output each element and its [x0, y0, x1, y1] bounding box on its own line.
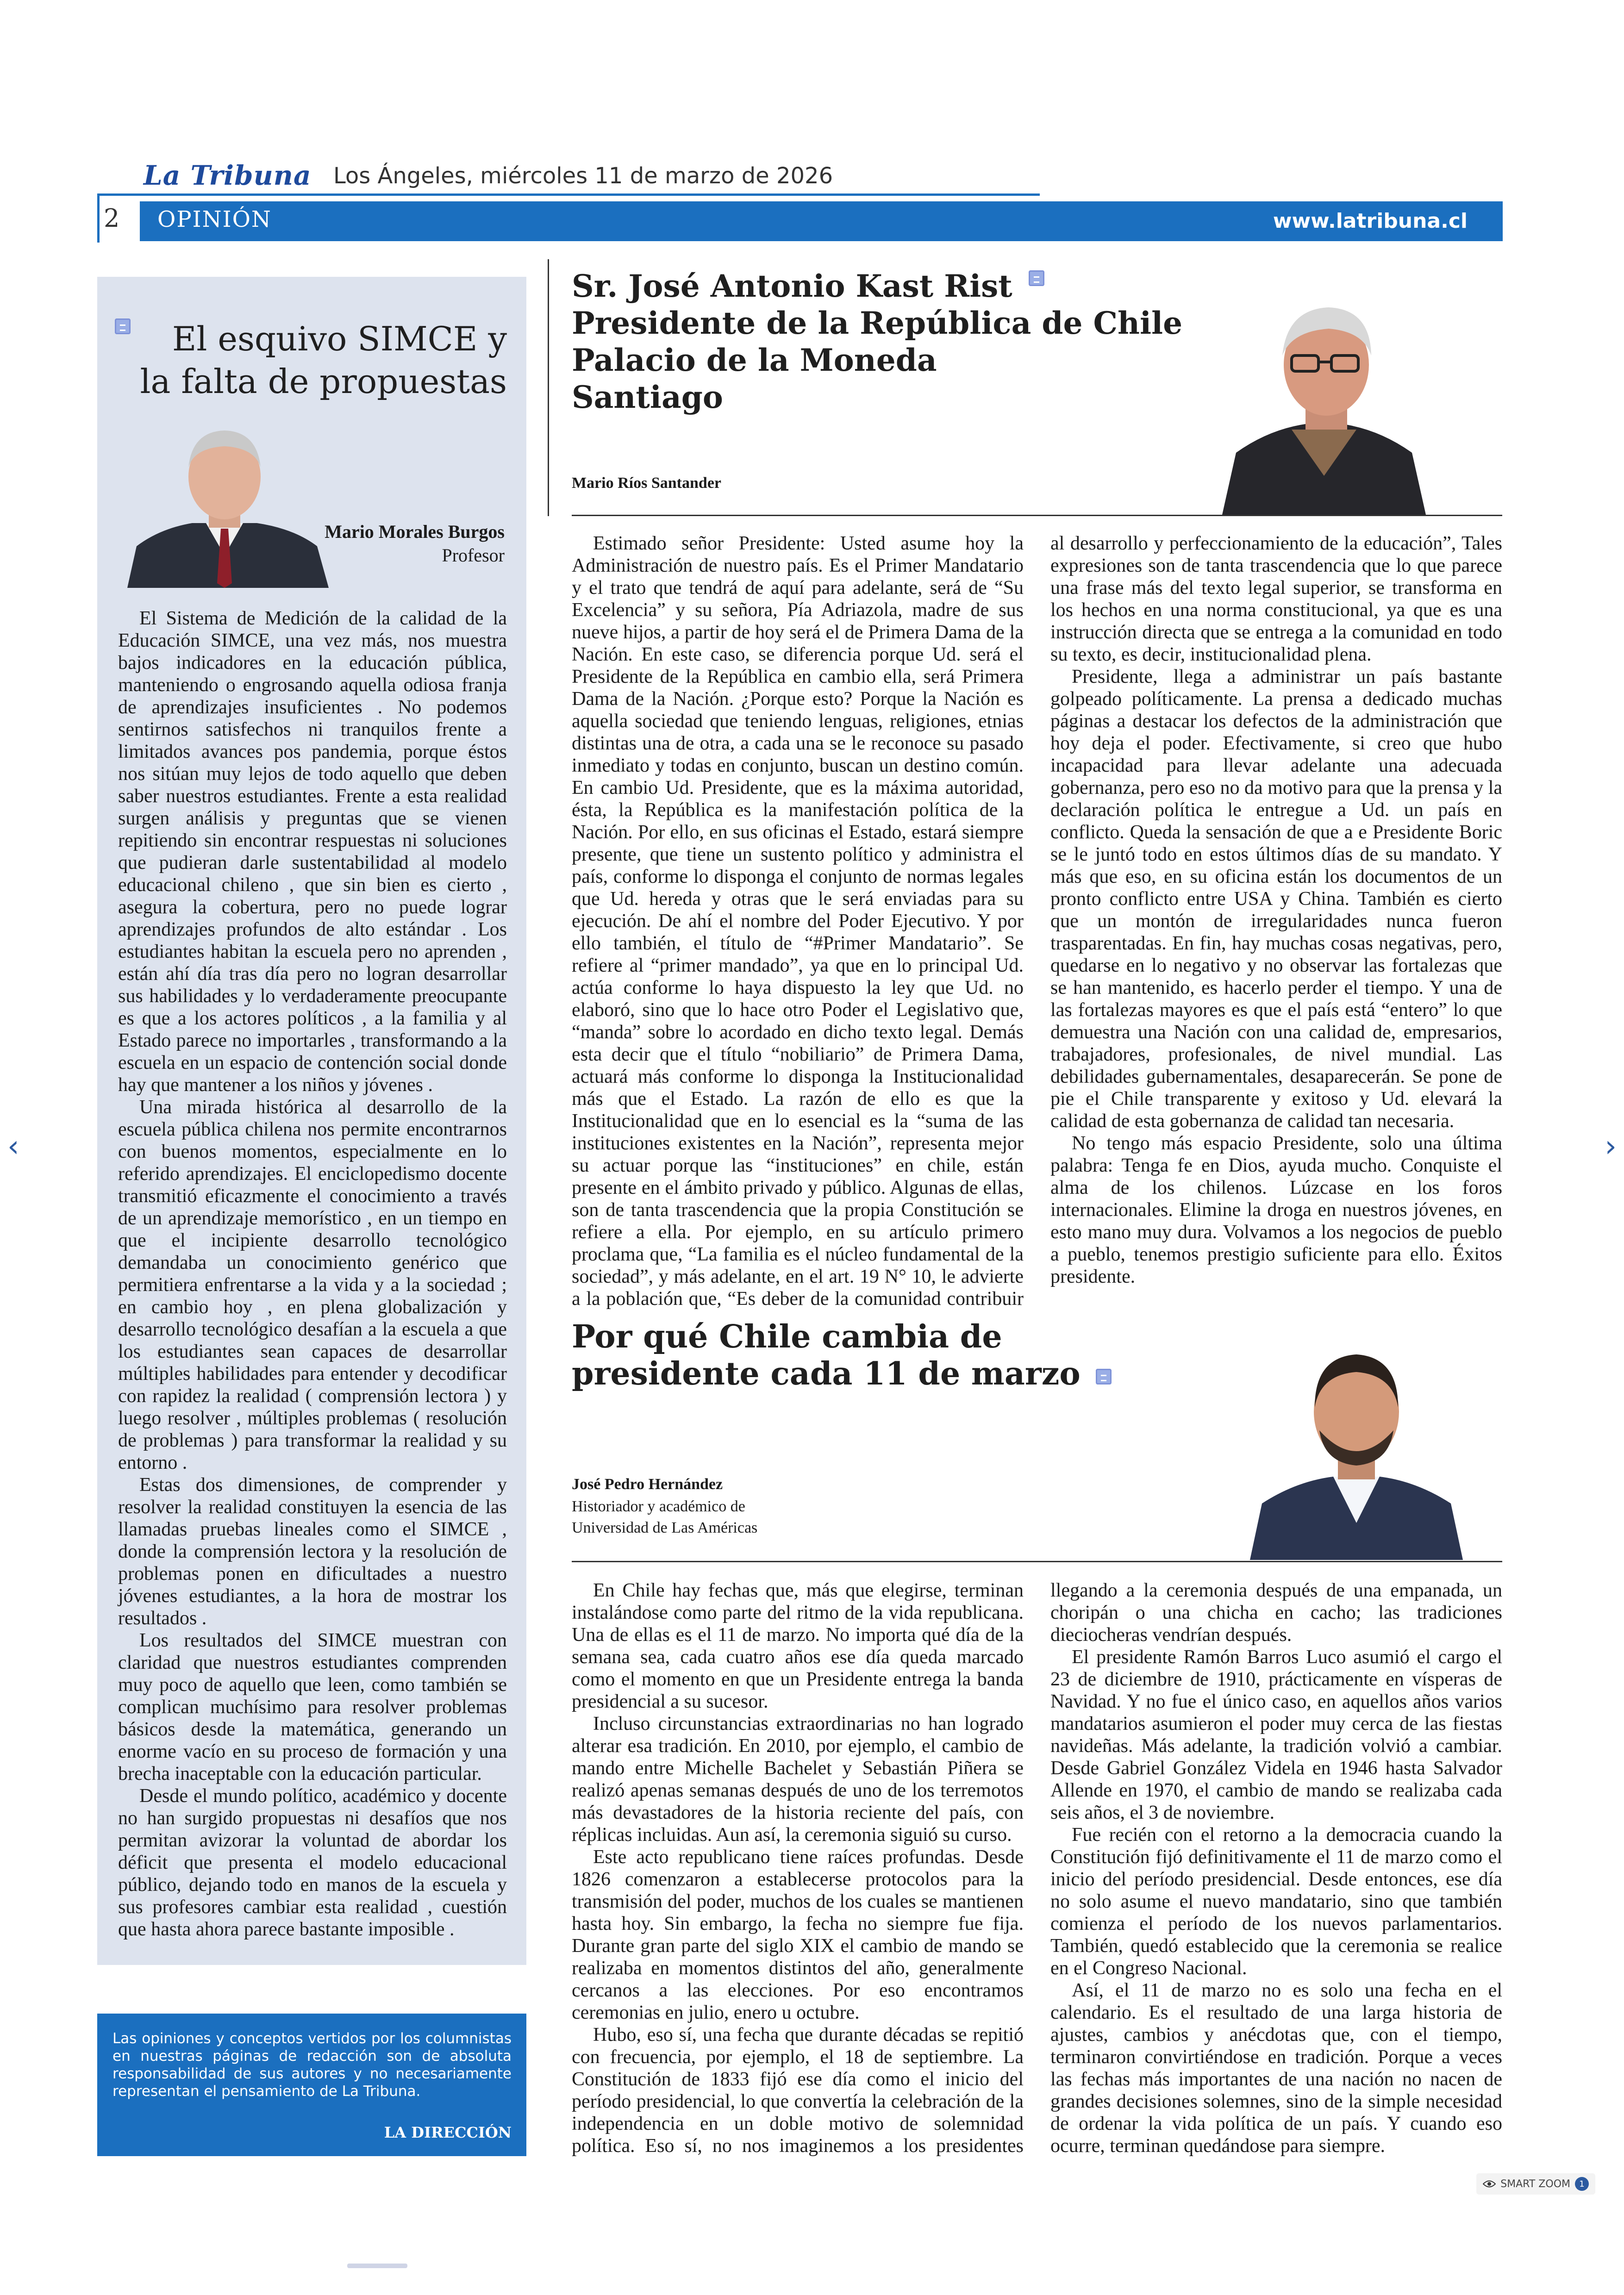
paragraph: Estas dos dimensiones, de comprender y resolver la realidad constituyen la esencia de las llamadas pruebas lineales como el SIMCE , donde la comprensión lectora y la resolución de problemas ponen en dificultades a nuestro jóvenes estudiantes, a la hora de mostrar los resultados .: [118, 1474, 507, 1629]
left-article-title: El esquivo SIMCE y la falta de propuestas: [140, 319, 507, 401]
author-photo-mario-rios: [1222, 277, 1426, 515]
paragraph: Incluso circunstancias extraordinarias no han logrado alterar esa tradición. En 2010, por ejemplo, el cambio de mando entre Michelle Bachelet y Sebastián Piñera se realizó apenas semanas después de uno de los terremotos más devastadores de la historia reciente del país, con réplicas incluidas. Aun así, la ceremonia siguió su curso.: [572, 1713, 1024, 1846]
page-scroll-thumb[interactable]: [347, 2264, 407, 2268]
paragraph: En Chile hay fechas que, más que elegirse, terminan instalándose como parte del ritmo de la vida republicana. Una de ellas es el 11 de marzo. No importa qué día de la semana sea, cada cuatro años ese día queda marcado como el momento en que un Presidente entrega la banda presidencial a su sucesor.: [572, 1580, 1024, 1712]
website-link[interactable]: www.latribuna.cl: [1273, 209, 1468, 233]
second-article-author: José Pedro Hernández: [572, 1476, 723, 1493]
paragraph: Este acto republicano tiene raíces profundas. Desde 1826 comenzaron a establecerse protocolos para la transmisión del poder, muchos de los cuales se mantienen hasta hoy. Sin embargo, la fecha no siempre fue fija. Durante gran parte del siglo XIX el cambio de mando se realizaba en momentos distintos del año, generalmente cercanos a las elecciones. Por eso encontramos ceremonias en julio, enero u octubre.: [572, 1846, 1024, 2023]
second-article-author-role: Historiador y académico de: [572, 1498, 745, 1515]
paragraph: Desde el mundo político, académico y docente no han surgido propuestas ni desafíos que nos permitan avizorar la voluntad de abordar los déficit que presenta el modelo educacional público, dejando todo en manos de la escuela y sus profesores cambiar esta realidad , cuestión que hasta ahora parece bastante imposible .: [118, 1785, 507, 1940]
paragraph: Estimado señor Presidente: Usted asume hoy la Administración de nuestro país. Es el Primer Mandatario y el trato que tendrá de aquí para adelante, será de “Su Excelencia” y su señora, Pía Adriazola, madre de sus nueve hijos, a partir de hoy será el de Primera Dama de la Nación. En este caso, se diferencia porque Ud. será el Presidente de la República en cambio ella, será Primera Dama de la Nación. ¿Porque esto? Porque la Nación es aquella sociedad que teniendo lenguas, religiones, etnias distintas una de otra, a cada una se le reconoce su pasado inmediato y todas en conjunto, buscan un destino común. En cambio Ud. Presidente, que es la máxima autoridad, ésta, la República es la manifestación política de la Nación. Por ello, en sus oficinas el Estado, estará siempre presente, que tiene un sustento político y administra el país, conforme lo disponga el conjunto de normas legales que Ud. hereda y otras que le será enviadas para su ejecución. De ahí el nombre del Poder Ejecutivo. Y por ello también, el título de “#Primer Mandatario”. Se refiere al “primer mandado”, ya que en lo principal Ud. actúa conforme lo haya dispuesto la ley que Ud. no elaboró, sino que lo hace otro Poder el Legislativo que, “manda” sobre lo acordado en dicho texto legal. Demás esta decir que el título “nobiliario” de Primera Dama, actuará más conforme lo disponga la Institucionalidad más que el Estado. La razón de ello es que la Institucionalidad que en lo esencial es la “suma de las instituciones existentes en la Nación”, representa mejor su actuar porque las “instituciones” en chile, están presente en el ámbito privado y público. Algunas de ellas, son de tanta trascendencia que la propia Constitución se refiere a ella. Por ejemplo, en su artículo primero proclama que, “La familia es el núcleo fundamental de la sociedad”, y más adelante, en el art. 19 N° 10, le advierte a la población que, “Es deber de la comunidad contribuir al desarrollo y perfeccionamiento de la educación”, Tales expresiones son de tanta trascendencia que lo que parece una frase más del texto legal superior, se transforma en los hechos en una norma constitucional, ya que es una instrucción directa que se entrega a la comunidad en todo su texto, es decir, institucionalidad plena.: [572, 533, 1502, 1310]
letter-title-line: Sr. José Antonio Kast Rist: [572, 268, 1220, 305]
letter-article-title: [572, 268, 1220, 416]
header-rule: [97, 193, 1040, 196]
paragraph: Así, el 11 de marzo no es solo una fecha en el calendario. Es el resultado de una larga historia de ajustes, cambios y anécdotas que, con el tiempo, terminaron convirtiéndose en tradición. Porque a veces las fechas más importantes de una nación no nacen de grandes decisiones solemnes, sino de la simple necesidad de ordenar la vida política de un país. Y cuando eso ocurre, terminan quedándose para siempre.: [1050, 1980, 1502, 2157]
left-article-author-role: Profesor: [442, 545, 505, 566]
smart-zoom-button[interactable]: [1476, 2173, 1595, 2195]
paragraph: Los resultados del SIMCE muestran con claridad que nuestros estudiantes comprenden muy poco de aquello que leen, como también se complican muchísimo para resolver problemas básicos desde la matemática, generando un enorme vacío en su proceso de formación y una brecha inaceptable con la educación particular.: [118, 1630, 507, 1784]
left-article-body: [118, 607, 507, 1940]
masthead-logo[interactable]: La Tribuna: [144, 160, 312, 191]
paragraph: El presidente Ramón Barros Luco asumió el cargo el 23 de diciembre de 1910, prácticamente en vísperas de Navidad. Y no fue el único caso, en aquellos años varios mandatarios asumieron el poder muy cerca de las fiestas navideñas. Más adelante, la tradición volvió a cambiar. Desde Gabriel González Videla en 1946 hasta Salvador Allende en 1970, el cambio de mando se realizaba cada seis años, el 3 de noviembre.: [1050, 1646, 1502, 1823]
header-rule-vertical: [97, 193, 100, 243]
second-article-title: Por qué Chile cambia de presidente cada 11 de marzo: [572, 1318, 1187, 1392]
prev-page-arrow-icon[interactable]: ‹: [7, 1129, 19, 1164]
left-article-author: Mario Morales Burgos: [325, 521, 505, 542]
editorial-disclaimer-signature: LA DIRECCIÓN: [384, 2124, 512, 2141]
article-tag-icon[interactable]: [1096, 1369, 1112, 1384]
letter-title-line: Palacio de la Moneda: [572, 342, 937, 378]
letter-article-body: [572, 532, 1502, 1310]
smart-zoom-badge: 1: [1575, 2177, 1589, 2191]
next-page-arrow-icon[interactable]: ›: [1605, 1129, 1617, 1164]
letter-title-line: Santiago: [572, 379, 723, 415]
paragraph: Hubo, eso sí, una fecha que durante décadas se repitió con frecuencia, por ejemplo, el 18 de septiembre. La Constitución de 1833 fijó ese día como el inicio del período presidencial, lo que convertía la celebración de la independencia en un doble motivo de solemnidad política. Eso sí, no nos imaginemos a los presidentes llegando a la ceremonia después de una empanada, un choripán o una chicha en cacho; las tradiciones dieciocheras vendrían después.: [572, 1580, 1502, 2157]
section-label: OPINIÓN: [157, 206, 272, 232]
article-tag-icon[interactable]: [115, 318, 131, 334]
paragraph: Presidente, llega a administrar un país bastante golpeado políticamente. La prensa a dedicado muchas páginas a destacar los defectos de la administración que hoy deja el poder. Efectivamente, si creo que hubo incapacidad para llevar adelante una adecuada gobernanza, pero eso no da motivo para que la prensa y la declaración política le entregue a Ud. un país en conflicto. Queda la sensación de que a e Presidente Boric se le juntó todo en estos últimos días de su mandato. Y más que eso, en su oficina están los documentos de un pronto conflicto entre USA y China. También es cierto que un montón de irregularidades nunca fueron trasparentadas. En fin, hay muchas cosas negativas, pero, quedarse en lo negativo y no observar las fortalezas que se han mantenido, es hacerlo perder el tiempo. Y una de las fortalezas mayores es que el país está “entero” lo que demuestra una Nación con una calidad de, empresarios, trabajadores, profesionales, de nivel mundial. Las debilidades gubernamentales, desaparecerán. Se pone de pie el Chile transparente y exitoso y Ud. elevará la calidad de esta gobernanza de calidad tan necesaria.: [1050, 666, 1502, 1132]
editorial-disclaimer-text: Las opiniones y conceptos vertidos por los columnistas en nuestras páginas de redacción son de absoluta responsabilidad de sus autores y no necesariamente representan el pensamiento de La Tribuna.: [112, 2030, 512, 2100]
paragraph: Fue recién con el retorno a la democracia cuando la Constitución fijó definitivamente el 11 de marzo como el inicio del período presidencial. Desde entonces, ese día no solo asume el nuevo mandatario, sino que también comienza el período de los nuevos parlamentarios. También, quedó establecido que la ceremonia se realice en el Congreso Nacional.: [1050, 1824, 1502, 1979]
paragraph: Una mirada histórica al desarrollo de la escuela pública chilena nos permite encontrarnos con buenos momentos, especialmente en lo referido aprendizajes. El enciclopedismo docente transmitió eficazmente el conocimiento a través de un aprendizaje memorístico , en un tiempo en que el incipiente desarrollo tecnológico demandaba un conocimiento genérico que permitiera enfrentarse a la vida y a la sociedad ; en cambio hoy , en plena globalización y desarrollo tecnológico desafían a la escuela a que los estudiantes sean capaces de desarrollar múltiples habilidades para entender y decodificar con rapidez la realidad ( comprensión lectora ) y luego resolver , múltiples problemas ( resolución de problemas ) para transformar la realidad y su entorno .: [118, 1097, 507, 1473]
article-rule: [572, 1561, 1502, 1562]
paragraph: El Sistema de Medición de la calidad de la Educación SIMCE, una vez más, nos muestra bajos indicadores en la educación pública, manteniendo o engrosando aquella odiosa franja de aprendizajes insuficientes . No podemos sentirnos satisfechos ni tranquilos frente a limitados avances pos pandemia, porque éstos nos sitúan muy lejos de todo aquello que deben saber nuestros estudiantes. Frente a esta realidad surgen análisis y preguntas que se vienen repitiendo sin encontrar respuestas ni soluciones que pudieran darle sustentabilidad al modelo educacional chileno , que sin bien es cierto , asegura la cobertura, pero no puede lograr aprendizajes profundos de alto estándar . Los estudiantes habitan la escuela pero no aprenden , están ahí día tras día pero no logran desarrollar sus habilidades y lo verdaderamente preocupante es que a los actores políticos , a la familia y al Estado parece no importarles , transformando a la escuela en un espacio de contención social donde hay que mantener a los niños y jóvenes .: [118, 608, 507, 1096]
second-article-author-affiliation: Universidad de Las Américas: [572, 1519, 758, 1536]
article-rule: [572, 515, 1502, 516]
column-divider: [548, 259, 549, 516]
dateline: Los Ángeles, miércoles 11 de marzo de 2026: [333, 163, 833, 189]
article-tag-icon[interactable]: [1029, 270, 1044, 286]
author-photo-jose-pedro-hernandez: [1245, 1324, 1468, 1560]
letter-title-line: Presidente de la República de Chile: [572, 305, 1183, 341]
page-number: 2: [104, 204, 120, 233]
eye-icon: [1483, 2180, 1496, 2188]
second-article-body: [572, 1579, 1502, 2157]
smart-zoom-label: SMART ZOOM: [1500, 2178, 1570, 2190]
paragraph: No tengo más espacio Presidente, solo una última palabra: Tenga fe en Dios, ayuda mucho. Conquiste el alma de los chilenos. Lúzcase en los foros internacionales. Elimine la droga en nuestros jóvenes, en esto mano muy dura. Volvamos a los negocios de pueblo a pueblo, tenemos prestigio suficiente para ello. Éxitos presidente.: [1050, 1133, 1502, 1287]
letter-article-author: Mario Ríos Santander: [572, 474, 721, 492]
